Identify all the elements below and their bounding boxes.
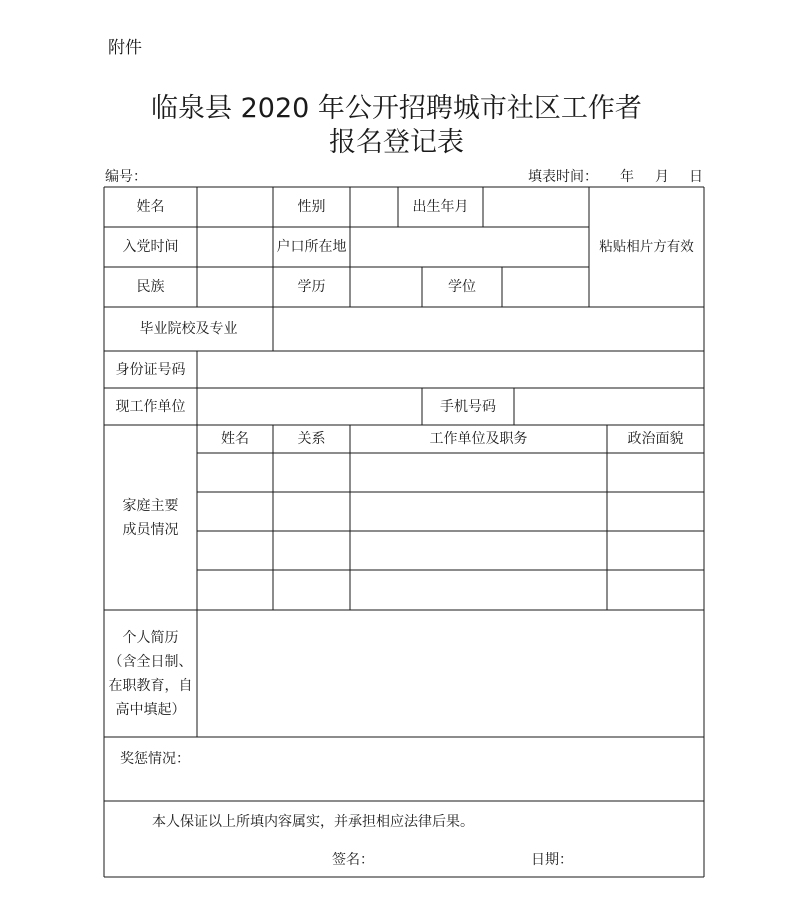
label-resume-line4: 高中填起） bbox=[115, 701, 186, 718]
input-birth[interactable] bbox=[483, 187, 589, 227]
input-signature[interactable] bbox=[380, 846, 500, 874]
family-header-name: 姓名 bbox=[221, 431, 249, 447]
input-resume[interactable] bbox=[197, 610, 704, 737]
label-school-major: 毕业院校及专业 bbox=[139, 321, 238, 337]
label-awards: 奖惩情况： bbox=[120, 751, 190, 767]
fill-date-label: 填表时间： bbox=[528, 169, 598, 185]
pledge-text: 本人保证以上所填内容属实，并承担相应法律后果。 bbox=[152, 814, 474, 830]
input-date[interactable] bbox=[580, 846, 690, 874]
family-row[interactable] bbox=[197, 492, 704, 531]
input-education[interactable] bbox=[350, 267, 422, 307]
input-household[interactable] bbox=[350, 227, 589, 267]
family-header-relation: 关系 bbox=[297, 431, 326, 447]
input-party-date[interactable] bbox=[197, 227, 273, 267]
label-resume-line1: 个人简历 bbox=[122, 629, 179, 646]
input-gender[interactable] bbox=[350, 187, 398, 227]
label-birth: 出生年月 bbox=[412, 199, 469, 215]
number-label: 编号： bbox=[105, 169, 147, 185]
label-family-line2: 成员情况 bbox=[122, 521, 179, 538]
input-awards[interactable] bbox=[104, 737, 704, 801]
label-phone: 手机号码 bbox=[440, 398, 496, 415]
label-family-line1: 家庭主要 bbox=[122, 497, 179, 514]
label-name: 姓名 bbox=[136, 199, 165, 215]
label-education: 学历 bbox=[297, 279, 326, 295]
family-row[interactable] bbox=[197, 453, 704, 492]
label-id-number: 身份证号码 bbox=[115, 361, 186, 378]
label-ethnicity: 民族 bbox=[136, 279, 165, 295]
input-degree[interactable] bbox=[502, 267, 589, 307]
label-family bbox=[104, 425, 197, 610]
input-phone[interactable] bbox=[514, 388, 704, 425]
label-party-date: 入党时间 bbox=[122, 239, 179, 255]
form-title-line2: 报名登记表 bbox=[329, 127, 464, 158]
label-resume bbox=[104, 610, 197, 737]
label-gender: 性别 bbox=[297, 199, 326, 215]
form-title-line1: 临泉县 2020 年公开招聘城市社区工作者 bbox=[151, 93, 642, 124]
family-header-employer: 工作单位及职务 bbox=[429, 431, 528, 447]
fill-date-day: 日 bbox=[689, 169, 703, 185]
label-resume-line3: 在职教育，自 bbox=[108, 677, 193, 694]
label-resume-line2: （含全日制、 bbox=[108, 653, 193, 670]
input-id-number[interactable] bbox=[197, 351, 704, 388]
family-row[interactable] bbox=[197, 570, 704, 610]
label-signature: 签名： bbox=[332, 852, 374, 868]
label-date: 日期： bbox=[531, 852, 573, 868]
photo-box[interactable]: 粘贴相片方有效 bbox=[599, 239, 694, 255]
family-header-political: 政治面貌 bbox=[627, 431, 684, 447]
input-school-major[interactable] bbox=[273, 307, 704, 351]
input-employer[interactable] bbox=[197, 388, 422, 425]
label-degree: 学位 bbox=[448, 279, 476, 295]
input-name[interactable] bbox=[197, 187, 273, 227]
fill-date-month: 月 bbox=[655, 169, 669, 185]
attachment-label: 附件 bbox=[108, 38, 142, 58]
label-employer: 现工作单位 bbox=[115, 398, 186, 415]
input-ethnicity[interactable] bbox=[197, 267, 273, 307]
label-household: 户口所在地 bbox=[276, 239, 347, 255]
family-row[interactable] bbox=[197, 531, 704, 570]
fill-date-year: 年 bbox=[620, 169, 634, 185]
